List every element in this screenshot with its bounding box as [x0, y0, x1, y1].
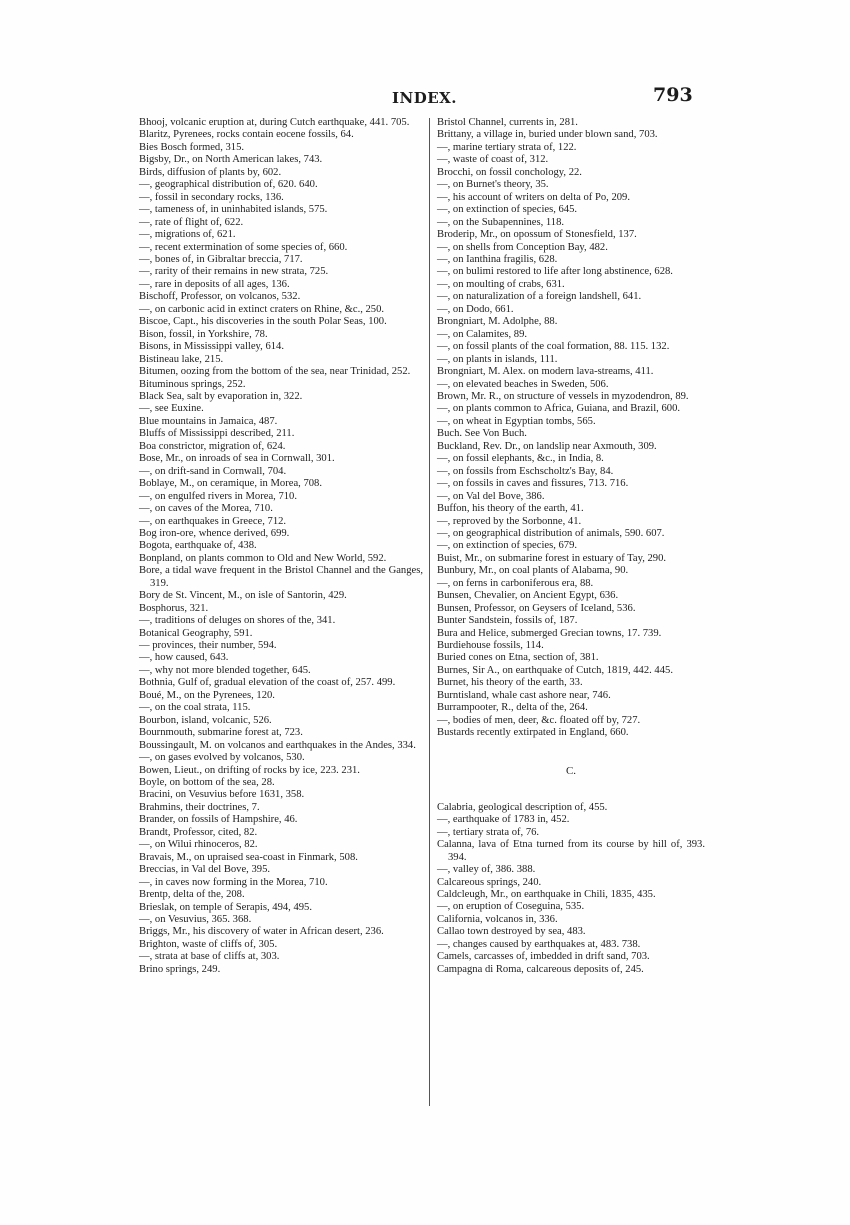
index-entry: Brieslak, on temple of Serapis, 494, 495. [139, 901, 313, 913]
index-entry: —, strata at base of cliffs at, 303. [139, 951, 280, 963]
index-entry: —, on Val del Bove, 386. [437, 490, 545, 502]
index-entry: —, tertiary strata of, 76. [437, 826, 540, 838]
index-entry: Bigsby, Dr., on North American lakes, 743. [139, 154, 323, 166]
index-entry: Brocchi, on fossil conchology, 22. [437, 166, 582, 178]
index-entry: Buckland, Rev. Dr., on landslip near Axmouth, 309. [437, 440, 657, 452]
index-entry: Bore, a tidal wave frequent in the Bristol Channel and the Ganges, 319. [139, 565, 423, 589]
index-entry: Burnes, Sir A., on earthquake of Cutch, 1819, 442. 445. [437, 664, 673, 676]
index-entry: —, on fossils from Eschscholtz's Bay, 84. [437, 465, 614, 477]
section-gap [437, 789, 705, 801]
index-entry: —, on the Subapennines, 118. [437, 216, 565, 228]
index-entry: Bournmouth, submarine forest at, 723. [139, 727, 303, 739]
index-entry: —, bodies of men, deer, &c. floated off by, 727. [437, 714, 641, 726]
index-entry: Bonpland, on plants common to Old and New World, 592. [139, 552, 387, 564]
index-entry: Calcareous springs, 240. [437, 876, 542, 888]
index-entry: —, in caves now forming in the Morea, 710. [139, 876, 328, 888]
index-entry: Bracini, on Vesuvius before 1631, 358. [139, 789, 305, 801]
index-entry: Campagna di Roma, calcareous deposits of, 245. [437, 963, 644, 975]
index-entry: —, on fossil elephants, &c., in India, 8. [437, 453, 604, 465]
index-entry: —, on extinction of species, 679. [437, 540, 578, 552]
index-entry: Bituminous springs, 252. [139, 378, 246, 390]
index-entry: Brittany, a village in, buried under blown sand, 703. [437, 129, 658, 141]
index-entry: Boussingault, M. on volcanos and earthquakes in the Andes, 334. [139, 739, 416, 751]
index-entry: Calabria, geological description of, 455. [437, 801, 608, 813]
index-entry: —, on eruption of Coseguina, 535. [437, 901, 585, 913]
index-entry: Bog iron-ore, whence derived, 699. [139, 527, 290, 539]
index-entry: Bluffs of Mississippi described, 211. [139, 428, 295, 440]
index-entry: —, valley of, 386. 388. [437, 864, 536, 876]
index-entry: —, on Vesuvius, 365. 368. [139, 914, 252, 925]
index-entry: Bisons, in Mississippi valley, 614. [139, 341, 284, 353]
index-entry: —, recent extermination of some species of, 660. [139, 241, 348, 253]
index-entry: Burdiehouse fossils, 114. [437, 640, 544, 652]
index-column-right [437, 117, 705, 976]
index-entry: —, earthquake of 1783 in, 452. [437, 814, 570, 826]
index-entry: Bourbon, island, volcanic, 526. [139, 714, 272, 726]
index-entry: Bunsen, Chevalier, on Ancient Egypt, 636. [437, 590, 619, 602]
index-entry: —, reproved by the Sorbonne, 41. [437, 515, 582, 527]
index-entry: Biscoe, Capt., his discoveries in the south Polar Seas, 100. [139, 316, 387, 328]
index-entry: Bogota, earthquake of, 438. [139, 540, 257, 552]
index-entry: —, on Wilui rhinoceros, 82. [139, 839, 258, 851]
index-entry: Bitumen, oozing from the bottom of the sea, near Trinidad, 252. [139, 366, 411, 378]
index-entry: —, on carbonic acid in extinct craters on Rhine, &c., 250. [139, 303, 385, 315]
index-entry: Caldcleugh, Mr., on earthquake in Chili, 1835, 435. [437, 889, 656, 901]
index-entry: —, on engulfed rivers in Morea, 710. [139, 490, 297, 502]
page-number: 793 [653, 84, 693, 106]
index-entry: —, on fossil plants of the coal formation, 88. 115. 132. [437, 341, 670, 353]
index-entry: Bison, fossil, in Yorkshire, 78. [139, 328, 268, 340]
index-entry: —, see Euxine. [139, 403, 204, 415]
index-entry: —, fossil in secondary rocks, 136. [139, 191, 284, 203]
index-entry: Burnet, his theory of the earth, 33. [437, 677, 583, 689]
index-entry: —, on ferns in carboniferous era, 88. [437, 577, 594, 589]
index-entry: Buffon, his theory of the earth, 41. [437, 503, 584, 515]
index-section-c [437, 802, 705, 976]
index-entry: —, marine tertiary strata of, 122. [437, 141, 577, 153]
index-entry: Bothnia, Gulf of, gradual elevation of the coast of, 257. 499. [139, 677, 396, 689]
index-entry: Briggs, Mr., his discovery of water in African desert, 236. [139, 926, 384, 938]
index-entry: —, traditions of deluges on shores of the, 341. [139, 615, 336, 627]
index-entry: —, geographical distribution of, 620. 640. [139, 179, 318, 191]
section-gap [437, 740, 705, 752]
index-entry: Calanna, lava of Etna turned from its course by hill of, 393. 394. [437, 839, 705, 863]
index-entry: —, on Dodo, 661. [437, 303, 514, 315]
index-entry: Bistineau lake, 215. [139, 353, 224, 365]
index-entry: Black Sea, salt by evaporation in, 322. [139, 390, 303, 402]
index-entry: —, on moulting of crabs, 631. [437, 278, 565, 290]
index-entry: Bristol Channel, currents in, 281. [437, 117, 578, 128]
index-entry: Breccias, in Val del Bove, 395. [139, 864, 271, 876]
index-entry: Boué, M., on the Pyrenees, 120. [139, 689, 275, 701]
index-entry: Bosphorus, 321. [139, 602, 209, 614]
index-entry: Brongniart, M. Alex. on modern lava-streams, 411. [437, 366, 654, 378]
index-entry: Bunbury, Mr., on coal plants of Alabama, 90. [437, 565, 629, 577]
index-entry: Boblaye, M., on ceramique, in Morea, 708. [139, 478, 322, 490]
index-entry: —, changes caused by earthquakes at, 483. 738. [437, 938, 641, 950]
index-entry: —, on earthquakes in Greece, 712. [139, 515, 287, 527]
index-entry: Buried cones on Etna, section of, 381. [437, 652, 599, 664]
index-entry: —, on gases evolved by volcanos, 530. [139, 752, 305, 764]
index-entry: Bunter Sandstein, fossils of, 187. [437, 615, 578, 627]
column-divider [429, 118, 430, 1106]
index-entry: — provinces, their number, 594. [139, 640, 277, 652]
index-entry: —, rare in deposits of all ages, 136. [139, 278, 290, 290]
index-entry: Bowen, Lieut., on drifting of rocks by ice, 223. 231. [139, 764, 360, 776]
index-entry: Brahmins, their doctrines, 7. [139, 801, 260, 813]
index-entry: Blaritz, Pyrenees, rocks contain eocene fossils, 64. [139, 129, 354, 141]
index-entry: Broderip, Mr., on opossum of Stonesfield, 137. [437, 229, 637, 241]
index-entry: Burntisland, whale cast ashore near, 746. [437, 689, 611, 701]
index-entry: —, rarity of their remains in new strata, 725. [139, 266, 329, 278]
index-entry: Brighton, waste of cliffs of, 305. [139, 938, 278, 950]
index-entry: —, rate of flight of, 622. [139, 216, 244, 228]
index-entry: —, on drift-sand in Cornwall, 704. [139, 465, 287, 477]
index-entry: —, on wheat in Egyptian tombs, 565. [437, 415, 596, 427]
index-entry: Camels, carcasses of, imbedded in drift sand, 703. [437, 951, 650, 963]
index-entry: Bies Bosch formed, 315. [139, 141, 245, 153]
index-entry: —, how caused, 643. [139, 652, 229, 664]
index-entry: Blue mountains in Jamaica, 487. [139, 415, 278, 427]
index-entry: Brandt, Professor, cited, 82. [139, 826, 258, 838]
section-gap [437, 752, 705, 764]
index-entry: Bory de St. Vincent, M., on isle of Santorin, 429. [139, 590, 347, 602]
index-entry: —, on shells from Conception Bay, 482. [437, 241, 608, 253]
index-section-b [437, 117, 705, 740]
index-entry: —, on geographical distribution of animals, 590. 607. [437, 527, 665, 539]
index-entry: Bravais, M., on upraised sea-coast in Finmark, 508. [139, 851, 358, 863]
index-entry: Brino springs, 249. [139, 963, 221, 975]
index-entry: —, on plants common to Africa, Guiana, and Brazil, 600. [437, 403, 681, 415]
index-entry: Brander, on fossils of Hampshire, 46. [139, 814, 298, 826]
index-entry: Burrampooter, R., delta of the, 264. [437, 702, 588, 714]
index-entry: —, on Burnet's theory, 35. [437, 179, 549, 191]
index-entry: Bose, Mr., on inroads of sea in Cornwall, 301. [139, 453, 335, 465]
index-entry: California, volcanos in, 336. [437, 913, 558, 925]
index-entry: —, on Ianthina fragilis, 628. [437, 253, 558, 265]
index-entry: —, on caves of the Morea, 710. [139, 503, 273, 515]
index-entry: —, on Calamites, 89. [437, 328, 528, 340]
index-entry: —, waste of coast of, 312. [437, 154, 549, 166]
index-entry: —, on the coal strata, 115. [139, 702, 251, 714]
index-entry: Bustards recently extirpated in England, 660. [437, 727, 629, 739]
index-entry: Botanical Geography, 591. [139, 627, 253, 639]
index-entry: —, on plants in islands, 111. [437, 353, 558, 365]
index-entry: Boa constrictor, migration of, 624. [139, 440, 286, 452]
index-entry: —, on fossils in caves and fissures, 713. 716. [437, 478, 629, 490]
index-entry: —, on bulimi restored to life after long abstinence, 628. [437, 266, 673, 278]
index-entry: Callao town destroyed by sea, 483. [437, 926, 586, 938]
index-entry: —, on naturalization of a foreign landshell, 641. [437, 291, 642, 303]
index-entry: Boyle, on bottom of the sea, 28. [139, 777, 275, 789]
index-entry: —, bones of, in Gibraltar breccia, 717. [139, 253, 303, 265]
index-entry: Birds, diffusion of plants by, 602. [139, 166, 282, 178]
index-entry: —, on elevated beaches in Sweden, 506. [437, 378, 609, 390]
index-entry: Brongniart, M. Adolphe, 88. [437, 316, 558, 328]
index-entry: Bischoff, Professor, on volcanos, 532. [139, 291, 301, 303]
index-entry: Bunsen, Professor, on Geysers of Iceland, 536. [437, 602, 636, 614]
section-heading-c: C. [565, 764, 577, 777]
index-entry: —, his account of writers on delta of Po, 209. [437, 191, 631, 203]
index-entry: —, migrations of, 621. [139, 229, 236, 241]
section-gap [437, 777, 705, 789]
index-entry: Brown, Mr. R., on structure of vessels in myzodendron, 89. [437, 390, 689, 402]
index-entry: Buch. See Von Buch. [437, 428, 527, 440]
page-title: INDEX. [392, 89, 458, 107]
index-entry: —, on extinction of species, 645. [437, 204, 578, 216]
index-entry: Brentp, delta of the, 208. [139, 889, 245, 901]
index-entry: —, why not more blended together, 645. [139, 664, 311, 676]
index-column-left [139, 117, 423, 976]
index-entry: —, tameness of, in uninhabited islands, 575. [139, 204, 328, 216]
index-entry: Bhooj, volcanic eruption at, during Cutch earthquake, 441. 705. [139, 117, 410, 128]
index-entry: Bura and Helice, submerged Grecian towns, 17. 739. [437, 627, 662, 639]
index-entry: Buist, Mr., on submarine forest in estuary of Tay, 290. [437, 552, 667, 564]
